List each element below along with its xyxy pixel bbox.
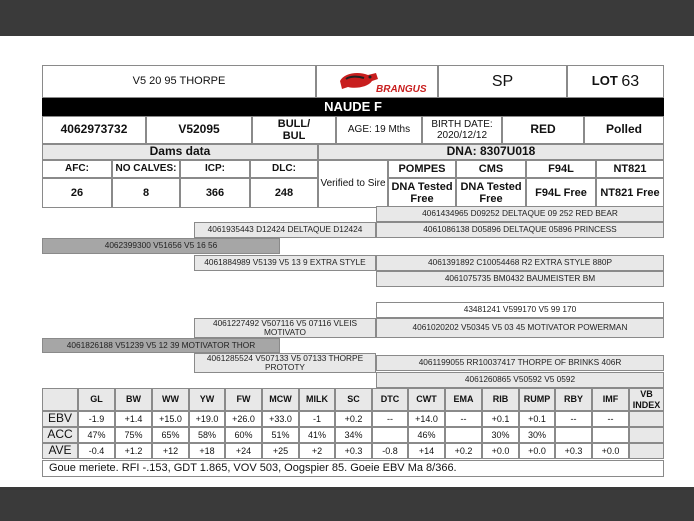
vb-index-value [629, 411, 664, 427]
dlc-header: DLC: [250, 160, 318, 178]
ebv-value-cell: +14 [408, 443, 445, 459]
ebv-column-header: RBY [555, 388, 592, 411]
pedigree-sire: 4062399300 V51656 V5 16 56 [42, 238, 280, 254]
lot-label: LOT [591, 73, 618, 89]
ebv-value-cell: +0.0 [519, 443, 555, 459]
birth-date-label: BIRTH DATE: [431, 118, 493, 130]
ebv-value-cell: 75% [115, 427, 152, 443]
registration-code: SP [438, 65, 567, 98]
ebv-column-header: FW [225, 388, 262, 411]
pedigree-ggs2: 4061391892 C10054468 R2 EXTRA STYLE 880P [376, 255, 664, 271]
f94l-header: F94L [526, 160, 596, 178]
pedigree-ggd4: 4061260865 V50592 V5 0592 [376, 372, 664, 388]
ebv-column-header: VB INDEX [629, 388, 664, 411]
pedigree-dam: 4061826188 V51239 V5 12 39 MOTIVATOR THOR [42, 338, 280, 353]
cms-value: DNA Tested Free [456, 178, 526, 208]
ebv-value-cell: -- [372, 411, 408, 427]
bottom-dark-band [0, 487, 694, 521]
sex: BULL/ BUL [252, 116, 336, 144]
ebv-value-cell: +0.2 [445, 443, 482, 459]
ebv-value-cell: +0.1 [482, 411, 519, 427]
ebv-row-label: ACC [42, 427, 78, 443]
birth-date-cell [422, 116, 502, 144]
ebv-value-cell: 58% [189, 427, 225, 443]
ebv-column-header: BW [115, 388, 152, 411]
ebv-row-label: EBV [42, 411, 78, 427]
ebv-value-cell: -0.8 [372, 443, 408, 459]
ebv-value-cell: 30% [482, 427, 519, 443]
ebv-value-cell: 65% [152, 427, 189, 443]
brangus-logo-cell [316, 65, 438, 98]
ebv-column-header: MILK [299, 388, 335, 411]
ebv-value-cell [555, 427, 592, 443]
ebv-value-cell: +2 [299, 443, 335, 459]
nt821-header: NT821 [596, 160, 664, 178]
registration-number: 4062973732 [42, 116, 146, 144]
pedigree-gd2: 4061285524 V507133 V5 07133 THORPE PROTOTY [194, 353, 376, 373]
dams-data-title: Dams data [42, 144, 318, 160]
ebv-value-cell: 47% [78, 427, 115, 443]
ebv-column-header: YW [189, 388, 225, 411]
ebv-value-cell: +24 [225, 443, 262, 459]
ear-tag: V52095 [146, 116, 252, 144]
breeder-name: NAUDE F [42, 98, 664, 116]
horn-status: Polled [584, 116, 664, 144]
ebv-value-cell: +0.2 [335, 411, 372, 427]
vb-index-value [629, 427, 664, 443]
lot-number: 63 [621, 72, 640, 90]
ebv-value-cell: +19.0 [189, 411, 225, 427]
ebv-value-cell: +0.1 [519, 411, 555, 427]
dna-number: DNA: 8307U018 [318, 144, 664, 160]
pompes-header: POMPES [388, 160, 456, 178]
pompes-value: DNA Tested Free [388, 178, 456, 208]
cms-header: CMS [456, 160, 526, 178]
pedigree-ggs1: 4061434965 D09252 DELTAQUE 09 252 RED BEAR [376, 206, 664, 222]
icp-value: 366 [180, 178, 250, 208]
nt821-value: NT821 Free [596, 178, 664, 208]
ebv-value-cell: -1.9 [78, 411, 115, 427]
ebv-value-cell: +0.3 [335, 443, 372, 459]
ebv-column-header: MCW [262, 388, 299, 411]
ebv-column-header: EMA [445, 388, 482, 411]
ebv-column-header: DTC [372, 388, 408, 411]
ebv-value-cell: 34% [335, 427, 372, 443]
ebv-value-cell: -0.4 [78, 443, 115, 459]
ebv-corner-cell [42, 388, 78, 411]
ebv-column-header: RUMP [519, 388, 555, 411]
ebv-value-cell [592, 427, 629, 443]
ebv-value-cell: +0.0 [592, 443, 629, 459]
top-dark-band [0, 0, 694, 36]
no-calves-header: NO CALVES: [112, 160, 180, 178]
afc-value: 26 [42, 178, 112, 208]
ebv-value-cell [372, 427, 408, 443]
pedigree-ggs4: 4061199055 RR10037417 THORPE OF BRINKS 406R [376, 355, 664, 371]
f94l-value: F94L Free [526, 178, 596, 208]
ebv-value-cell [445, 427, 482, 443]
ebv-value-cell: 41% [299, 427, 335, 443]
ebv-column-header: CWT [408, 388, 445, 411]
dlc-value: 248 [250, 178, 318, 208]
pedigree-ggd3: 4061020202 V50345 V5 03 45 MOTIVATOR POWERMAN [376, 318, 664, 338]
brangus-logo-icon [318, 67, 436, 97]
ebv-value-cell: -- [555, 411, 592, 427]
pedigree-gs1: 4061935443 D12424 DELTAQUE D12424 [194, 222, 376, 238]
svg-text:BRANGUS: BRANGUS [376, 83, 427, 95]
icp-header: ICP: [180, 160, 250, 178]
ebv-value-cell: +18 [189, 443, 225, 459]
age: AGE: 19 Mths [336, 116, 422, 144]
ebv-value-cell: -- [592, 411, 629, 427]
ebv-value-cell: +25 [262, 443, 299, 459]
ebv-value-cell: -1 [299, 411, 335, 427]
ebv-value-cell: +14.0 [408, 411, 445, 427]
ebv-column-header: IMF [592, 388, 629, 411]
pedigree-ggd1: 4061086138 D05896 DELTAQUE 05896 PRINCESS [376, 222, 664, 238]
lot-cell [567, 65, 664, 98]
ebv-column-header: WW [152, 388, 189, 411]
ebv-column-header: GL [78, 388, 115, 411]
no-calves-value: 8 [112, 178, 180, 208]
ebv-value-cell: 60% [225, 427, 262, 443]
pedigree-ggd2: 4061075735 BM0432 BAUMEISTER BM [376, 271, 664, 287]
ebv-value-cell: -- [445, 411, 482, 427]
comment: Goue meriete. RFI -.153, GDT 1.865, VOV 503, Oogspier 85. Goeie EBV Ma 8/366. [42, 460, 664, 477]
ebv-value-cell: +0.0 [482, 443, 519, 459]
birth-date: 2020/12/12 [436, 130, 488, 141]
ebv-value-cell: 51% [262, 427, 299, 443]
ebv-value-cell: +1.4 [115, 411, 152, 427]
pedigree-gd1: 4061884989 V5139 V5 13 9 EXTRA STYLE [194, 255, 376, 271]
ebv-column-header: SC [335, 388, 372, 411]
ebv-value-cell: +15.0 [152, 411, 189, 427]
vb-index-value [629, 443, 664, 459]
animal-name: V5 20 95 THORPE [42, 65, 316, 98]
ebv-value-cell: +1.2 [115, 443, 152, 459]
ebv-value-cell: +33.0 [262, 411, 299, 427]
verified-to-sire: Verified to Sire [318, 160, 388, 208]
ebv-value-cell: +0.3 [555, 443, 592, 459]
ebv-value-cell: 30% [519, 427, 555, 443]
ebv-value-cell: 46% [408, 427, 445, 443]
ebv-row-label: AVE [42, 443, 78, 459]
ebv-value-cell: +26.0 [225, 411, 262, 427]
pedigree-ggs3: 43481241 V599170 V5 99 170 [376, 302, 664, 318]
pedigree-gs2: 4061227492 V507116 V5 07116 VLEIS MOTIVATO [194, 318, 376, 338]
colour: RED [502, 116, 584, 144]
afc-header: AFC: [42, 160, 112, 178]
ebv-column-header: RIB [482, 388, 519, 411]
ebv-value-cell: +12 [152, 443, 189, 459]
